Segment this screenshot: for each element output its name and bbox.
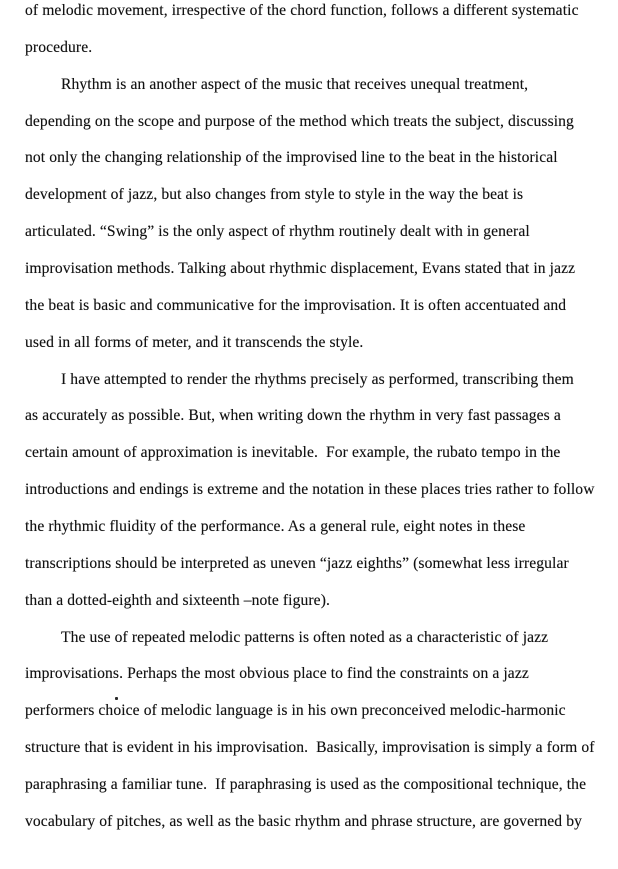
text-line: as accurately as possible. But, when writing down the rhythm in very fast passages a <box>25 407 561 425</box>
text-line: structure that is evident in his improvisation. Basically, improvisation is simply a form of <box>25 739 595 757</box>
text-line: depending on the scope and purpose of the method which treats the subject, discussing <box>25 112 574 130</box>
text-line: introductions and endings is extreme and the notation in these places tries rather to follow <box>25 481 595 499</box>
text-line: of melodic movement, irrespective of the chord function, follows a different systematic <box>25 2 579 19</box>
body-text <box>25 0 598 841</box>
text-line: transcriptions should be interpreted as uneven “jazz eighths” (somewhat less irregular <box>25 554 569 572</box>
text-line: The use of repeated melodic patterns is often noted as a characteristic of jazz <box>61 628 549 646</box>
text-line: not only the changing relationship of the improvised line to the beat in the historical <box>25 149 558 167</box>
text-line: procedure. <box>25 38 93 56</box>
scan-artifact-dot <box>115 697 118 700</box>
text-line: the beat is basic and communicative for the improvisation. It is often accentuated and <box>25 296 567 314</box>
text-line: development of jazz, but also changes from style to style in the way the beat is <box>25 186 524 204</box>
text-line: I have attempted to render the rhythms precisely as performed, transcribing them <box>61 370 574 388</box>
text-line: used in all forms of meter, and it transcends the style. <box>25 333 364 351</box>
text-line: certain amount of approximation is inevitable. For example, the rubato tempo in the <box>25 444 561 462</box>
text-line: the rhythmic fluidity of the performance. As a general rule, eight notes in these <box>25 518 526 536</box>
text-line: improvisations. Perhaps the most obvious place to find the constraints on a jazz <box>25 665 529 683</box>
text-line: Rhythm is an another aspect of the music that receives unequal treatment, <box>61 75 529 93</box>
text-line: paraphrasing a familiar tune. If paraphrasing is used as the compositional technique, the <box>25 776 587 794</box>
text-line: than a dotted-eighth and sixteenth –note figure). <box>25 591 330 609</box>
text-line: articulated. “Swing” is the only aspect of rhythm routinely dealt with in general <box>25 223 530 241</box>
text-line: improvisation methods. Talking about rhythmic displacement, Evans stated that in jazz <box>25 260 576 278</box>
text-line: performers choice of melodic language is in his own preconceived melodic-harmonic <box>25 702 566 720</box>
text-line: vocabulary of pitches, as well as the basic rhythm and phrase structure, are governed by <box>25 812 582 830</box>
